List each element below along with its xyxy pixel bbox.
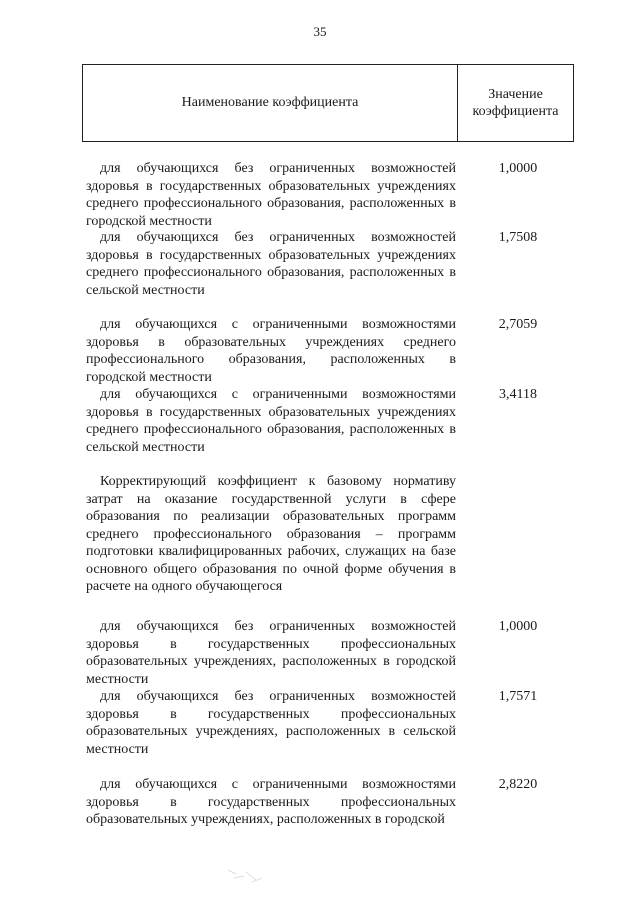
row-2-text: для обучающихся без ограниченных возможностей здоровья в государственных образовательных учреждениях среднего профессионального образования, расположенных в сельской местности (86, 230, 456, 298)
row-5-text: для обучающихся без ограниченных возможностей здоровья в государственных профессиональных образовательных учреждениях, расположенных в городской местности (86, 619, 456, 687)
row-6-value: 1,7571 (498, 689, 538, 704)
row-7-text: для обучающихся с ограниченными возможностями здоровья в государственных профессиональных образовательных учреждениях, расположенных в городской (86, 777, 456, 827)
row-4-value: 3,4118 (499, 387, 537, 402)
header-coefficient-value (458, 65, 573, 141)
row-6-text: для обучающихся без ограниченных возможностей здоровья в государственных профессиональных образовательных учреждениях, расположенных в сельской местности (86, 689, 456, 757)
row-3-text: для обучающихся с ограниченными возможностями здоровья в образовательных учреждениях среднего профессионального образования, расположенных в городской местности (86, 317, 456, 385)
table-header (82, 64, 574, 142)
row-1-text: для обучающихся без ограниченных возможностей здоровья в государственных образовательных учреждениях среднего профессионального образования, расположенных в городской местности (86, 161, 456, 229)
row-7-value: 2,8220 (498, 777, 538, 792)
header-coefficient-name: Наименование коэффициента (83, 65, 458, 141)
coefficient-row-3 (86, 316, 456, 386)
coefficient-row-4 (86, 386, 456, 456)
row-5-value: 1,0000 (498, 619, 538, 634)
coefficient-row-7 (86, 776, 456, 829)
row-1-value: 1,0000 (498, 161, 538, 176)
coefficient-row-6 (86, 688, 456, 758)
row-4-text: для обучающихся с ограниченными возможностями здоровья в государственных образовательных учреждениях среднего профессионального образования, расположенных в сельской местности (86, 387, 456, 455)
scan-artifact (226, 866, 266, 886)
row-2-value: 1,7508 (498, 230, 538, 245)
row-3-value: 2,7059 (498, 317, 538, 332)
coefficient-row-5 (86, 618, 456, 688)
section-heading-text: Корректирующий коэффициент к базовому нормативу затрат на оказание государственной услуги в сфере образования по реализации образовательных программ среднего профессионального образования – программ подготовки квалифицированных рабочих, служащих на базе основного общего образования по очной форме обучения в расчете на одного обучающегося (86, 474, 456, 594)
coefficient-row-1 (86, 160, 456, 230)
coefficient-row-2 (86, 229, 456, 299)
header-value-line1: Значение (488, 87, 543, 102)
page-number: 35 (313, 24, 327, 39)
header-value-line2: коэффициента (472, 104, 559, 119)
section-heading (86, 473, 456, 596)
